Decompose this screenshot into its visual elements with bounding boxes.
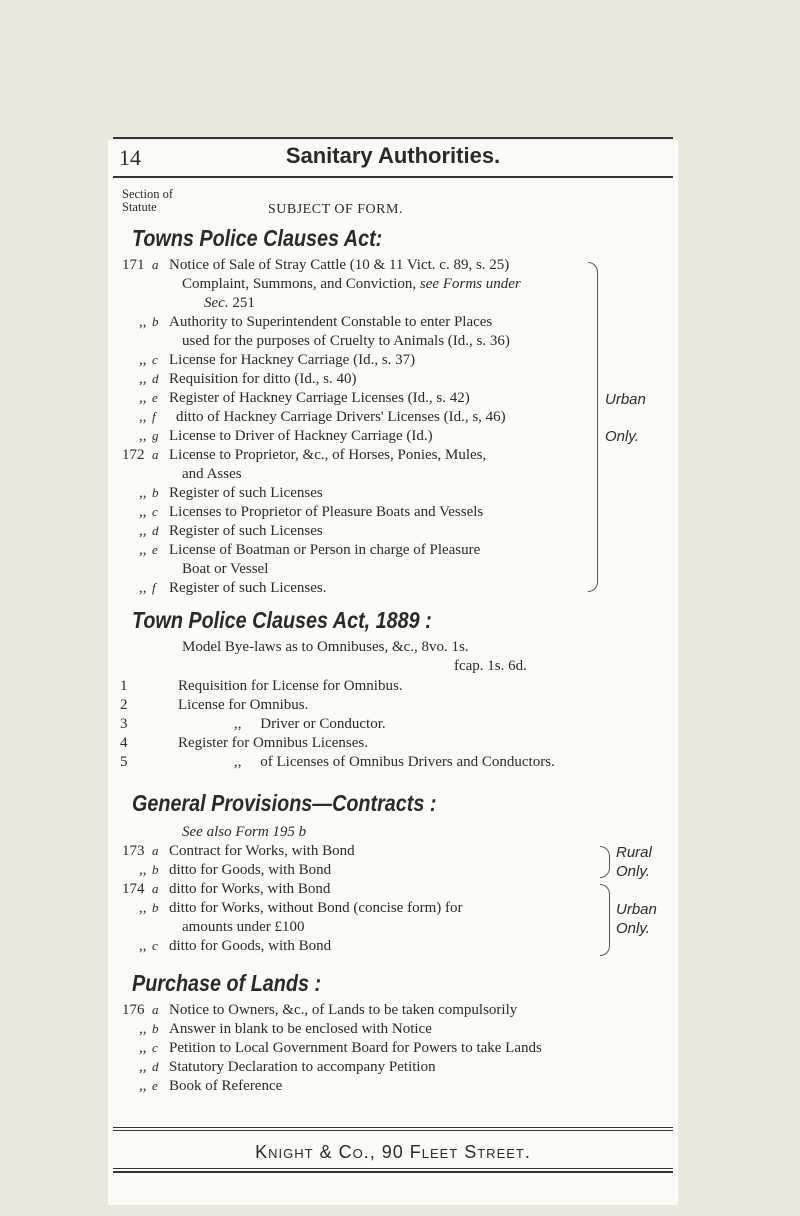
item-letter: d: [152, 523, 159, 538]
list-item: [0, 1076, 800, 1096]
item-text: ditto of Hackney Carriage Drivers' Licenses (Id., s, 46): [176, 409, 506, 425]
item-letter: a: [152, 1002, 159, 1017]
price-line: [0, 656, 800, 676]
item-letter: a: [152, 447, 159, 462]
list-item: [0, 388, 800, 408]
model-byelaws-line: [0, 637, 800, 657]
item-text: License to Driver of Hackney Carriage (Id.): [169, 428, 433, 444]
list-item: [0, 578, 800, 598]
list-item: [0, 898, 800, 918]
item-text: License to Proprietor, &c., of Horses, Ponies, Mules,: [169, 447, 487, 463]
item-text: Answer in blank to be enclosed with Notice: [169, 1021, 432, 1037]
header-rule: [113, 176, 673, 178]
item-letter: b: [152, 1021, 159, 1036]
towns-police-heading: Towns Police Clauses Act:: [132, 225, 383, 251]
item-text: amounts under £100: [182, 919, 305, 935]
item-letter: g: [152, 428, 159, 443]
item-text: used for the purposes of Cruelty to Animals (Id., s. 36): [182, 333, 510, 349]
list-item: [0, 331, 800, 351]
item-letter: a: [152, 843, 159, 858]
item-letter: e: [152, 1078, 158, 1093]
item-text: Register of Hackney Carriage Licenses (Id., s. 42): [169, 390, 470, 406]
footer-rule-top: [113, 1127, 673, 1128]
ditto-mark: ,,: [139, 352, 147, 368]
page-number: 14: [119, 145, 141, 170]
item-letter: d: [152, 371, 159, 386]
list-item: [0, 1000, 800, 1020]
item-text: Register of such Licenses: [169, 523, 323, 539]
page-header: [113, 143, 673, 175]
ditto-mark: ,,: [139, 390, 147, 406]
list-item: [0, 255, 800, 275]
item-text: Register for Omnibus Licenses.: [178, 735, 368, 751]
item-text: and Asses: [182, 466, 242, 482]
list-item: [0, 445, 800, 465]
list-item: [0, 559, 800, 579]
footer-rule-bottom: [113, 1168, 673, 1169]
publisher-footer: Knight & Co., 90 Fleet Street.: [255, 1142, 531, 1162]
item-text: License of Boatman or Person in charge of Pleasure: [169, 542, 481, 558]
item-letter: f: [152, 409, 156, 424]
list-item: [0, 917, 800, 937]
item-text-part: 251: [228, 295, 255, 311]
general-provisions-heading: General Provisions—Contracts :: [132, 790, 437, 816]
item-number: 3: [120, 716, 128, 732]
note-line: Only.: [605, 428, 639, 445]
ditto-mark: ,,: [139, 1078, 147, 1094]
item-text: fcap. 1s. 6d.: [454, 658, 527, 674]
item-letter: f: [152, 580, 156, 595]
list-item: [0, 464, 800, 484]
item-text-part: Complaint, Summons, and Conviction,: [182, 276, 420, 292]
ditto-mark: ,,: [139, 485, 147, 501]
ditto-mark: ,,: [139, 900, 147, 916]
top-rule: [113, 137, 673, 139]
list-item: [0, 733, 800, 753]
list-item: [0, 369, 800, 389]
subject-label: SUBJECT OF FORM.: [268, 202, 403, 217]
section-label-line1: Section of: [122, 187, 174, 201]
ditto-mark: ,,: [139, 409, 147, 425]
list-item: [0, 483, 800, 503]
section-number: 174: [122, 881, 145, 897]
note-line: Rural: [616, 844, 652, 861]
ditto-mark: ,,: [139, 542, 147, 558]
item-text: ditto for Works, with Bond: [169, 881, 331, 897]
item-italic-part: see Forms under: [419, 276, 521, 292]
list-item: [0, 521, 800, 541]
item-text: ,, of Licenses of Omnibus Drivers and Conductors.: [234, 754, 555, 770]
section-label-line2: Statute: [122, 200, 157, 214]
note-line: Urban: [616, 901, 657, 918]
item-letter: c: [152, 504, 158, 519]
item-text: Model Bye-laws as to Omnibuses, &c., 8vo. 1s.: [182, 639, 469, 655]
section-number: 176: [122, 1002, 145, 1018]
list-item: [0, 1019, 800, 1039]
list-item: [0, 860, 800, 880]
item-text: Boat or Vessel: [182, 561, 269, 577]
section-number: 173: [122, 843, 145, 859]
list-item: [0, 502, 800, 522]
ditto-mark: ,,: [139, 938, 147, 954]
item-letter: b: [152, 862, 159, 877]
item-text: Licenses to Proprietor of Pleasure Boats and Vessels: [169, 504, 484, 520]
list-item: [0, 676, 800, 696]
list-item: [0, 274, 800, 294]
list-item: [0, 695, 800, 715]
item-text: Requisition for License for Omnibus.: [178, 678, 403, 694]
item-text: Statutory Declaration to accompany Petition: [169, 1059, 436, 1075]
list-item: [0, 1038, 800, 1058]
list-item: [0, 312, 800, 332]
list-item: [0, 841, 800, 861]
footer-rule-top-2: [113, 1130, 673, 1131]
ditto-mark: ,,: [139, 314, 147, 330]
item-text: License for Omnibus.: [178, 697, 309, 713]
item-letter: b: [152, 485, 159, 500]
urban-only-note: [605, 391, 646, 445]
item-number: 4: [120, 735, 128, 751]
item-text: Book of Reference: [169, 1078, 283, 1094]
item-letter: c: [152, 1040, 158, 1055]
town-police-1889-heading: Town Police Clauses Act, 1889 :: [132, 607, 432, 633]
section-label: [122, 188, 173, 214]
item-letter: e: [152, 390, 158, 405]
section-number: 172: [122, 447, 145, 463]
item-text: ditto for Goods, with Bond: [169, 862, 332, 878]
see-also-line: [0, 822, 800, 842]
item-text: Petition to Local Government Board for Powers to take Lands: [169, 1040, 542, 1056]
note-line: Urban: [605, 391, 646, 408]
item-text: Register of such Licenses.: [169, 580, 327, 596]
item-text: See also Form 195 b: [182, 824, 307, 840]
item-letter: b: [152, 900, 159, 915]
ditto-mark: ,,: [139, 1059, 147, 1075]
item-letter: b: [152, 314, 159, 329]
ditto-mark: ,,: [139, 580, 147, 596]
item-number: 5: [120, 754, 128, 770]
item-text: Register of such Licenses: [169, 485, 323, 501]
item-letter: e: [152, 542, 158, 557]
ditto-mark: ,,: [139, 428, 147, 444]
item-text: ditto for Works, without Bond (concise form) for: [169, 900, 463, 916]
purchase-of-lands-heading: Purchase of Lands :: [132, 970, 322, 996]
note-line: Only.: [616, 920, 650, 937]
rural-only-note: [616, 843, 652, 881]
page-title: Sanitary Authorities.: [285, 143, 501, 168]
item-letter: d: [152, 1059, 159, 1074]
ditto-mark: ,,: [139, 1021, 147, 1037]
item-number: 1: [120, 678, 128, 694]
list-item: [0, 293, 800, 313]
list-item: [0, 1057, 800, 1077]
item-text: [204, 293, 255, 313]
ditto-mark: ,,: [139, 862, 147, 878]
list-item: [0, 426, 800, 446]
list-item: [0, 350, 800, 370]
section-number: 171: [122, 257, 145, 273]
ditto-mark: ,,: [139, 1040, 147, 1056]
item-italic-part: Sec.: [204, 295, 229, 311]
list-item: [0, 407, 800, 427]
item-text: ditto for Goods, with Bond: [169, 938, 332, 954]
ditto-mark: ,,: [139, 371, 147, 387]
ditto-mark: ,,: [139, 504, 147, 520]
list-item: [0, 752, 800, 772]
item-text: Contract for Works, with Bond: [169, 843, 355, 859]
urban-brace-2: [600, 884, 610, 956]
item-text: ,, Driver or Conductor.: [234, 716, 386, 732]
item-text: Authority to Superintendent Constable to enter Places: [169, 314, 493, 330]
item-number: 2: [120, 697, 128, 713]
rural-brace: [600, 846, 610, 878]
item-text: License for Hackney Carriage (Id., s. 37): [169, 352, 416, 368]
list-item: [0, 540, 800, 560]
urban-only-note-2: [616, 900, 657, 938]
item-text: [182, 274, 521, 294]
list-item: [0, 714, 800, 734]
item-text: Requisition for ditto (Id., s. 40): [169, 371, 357, 387]
urban-brace: [588, 262, 598, 592]
item-letter: c: [152, 352, 158, 367]
ditto-mark: ,,: [139, 523, 147, 539]
item-text: Notice to Owners, &c., of Lands to be taken compulsorily: [169, 1002, 518, 1018]
item-letter: a: [152, 257, 159, 272]
footer-rule-bottom-2: [113, 1171, 673, 1173]
item-text: Notice of Sale of Stray Cattle (10 & 11 Vict. c. 89, s. 25): [169, 257, 510, 273]
list-item: [0, 936, 800, 956]
item-letter: c: [152, 938, 158, 953]
item-letter: a: [152, 881, 159, 896]
list-item: [0, 879, 800, 899]
note-line: Only.: [616, 863, 650, 880]
